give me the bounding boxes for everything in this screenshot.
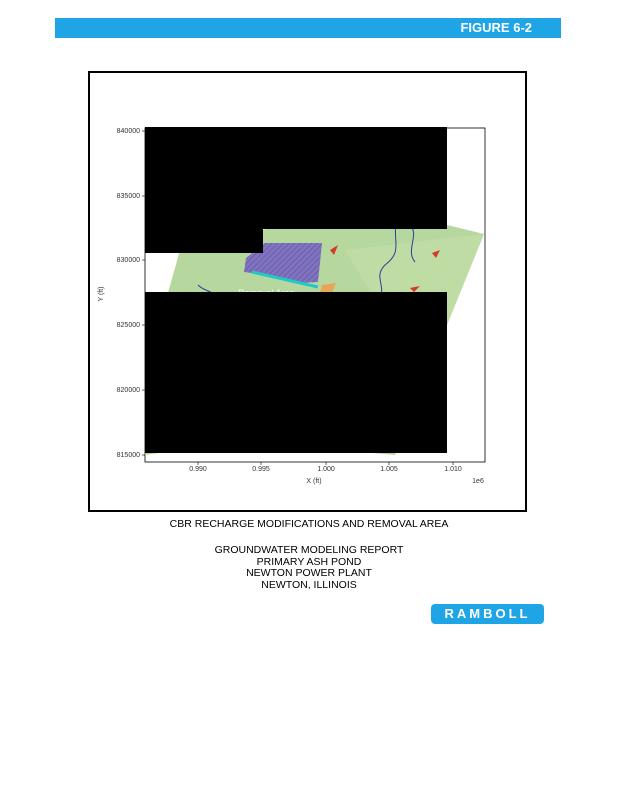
report-plant: NEWTON POWER PLANT: [246, 567, 372, 579]
x-axis-label: X (ft): [306, 478, 322, 485]
y-tick-label: 815000: [116, 452, 140, 459]
x-tick-label: 0.995: [252, 466, 270, 473]
figure-caption: CBR RECHARGE MODIFICATIONS AND REMOVAL AREA: [169, 518, 449, 530]
x-tick-label: 1.000: [317, 466, 335, 473]
redaction-block-bottom: [145, 292, 447, 453]
y-tick-label: 820000: [116, 387, 140, 394]
report-location: NEWTON, ILLINOIS: [261, 578, 357, 591]
x-axis: [189, 462, 462, 473]
y-tick-label: 840000: [116, 128, 140, 135]
figure-label: FIGURE 6-2: [460, 20, 532, 35]
report-block: [0, 545, 618, 591]
y-axis-label: Y (ft): [98, 286, 105, 302]
x-tick-label: 1.010: [444, 466, 462, 473]
ramboll-logo: RAMBOLL: [431, 604, 544, 624]
report-subject: PRIMARY ASH POND: [256, 555, 362, 568]
x-tick-label: 1.005: [380, 466, 398, 473]
y-axis: [117, 128, 145, 459]
y-tick-label: 835000: [116, 193, 140, 200]
report-title: GROUNDWATER MODELING REPORT: [214, 544, 404, 556]
x-tick-label: 0.990: [189, 466, 207, 473]
y-tick-label: 825000: [116, 322, 140, 329]
y-tick-label: 830000: [116, 257, 140, 264]
x-axis-multiplier: 1e6: [472, 478, 484, 485]
